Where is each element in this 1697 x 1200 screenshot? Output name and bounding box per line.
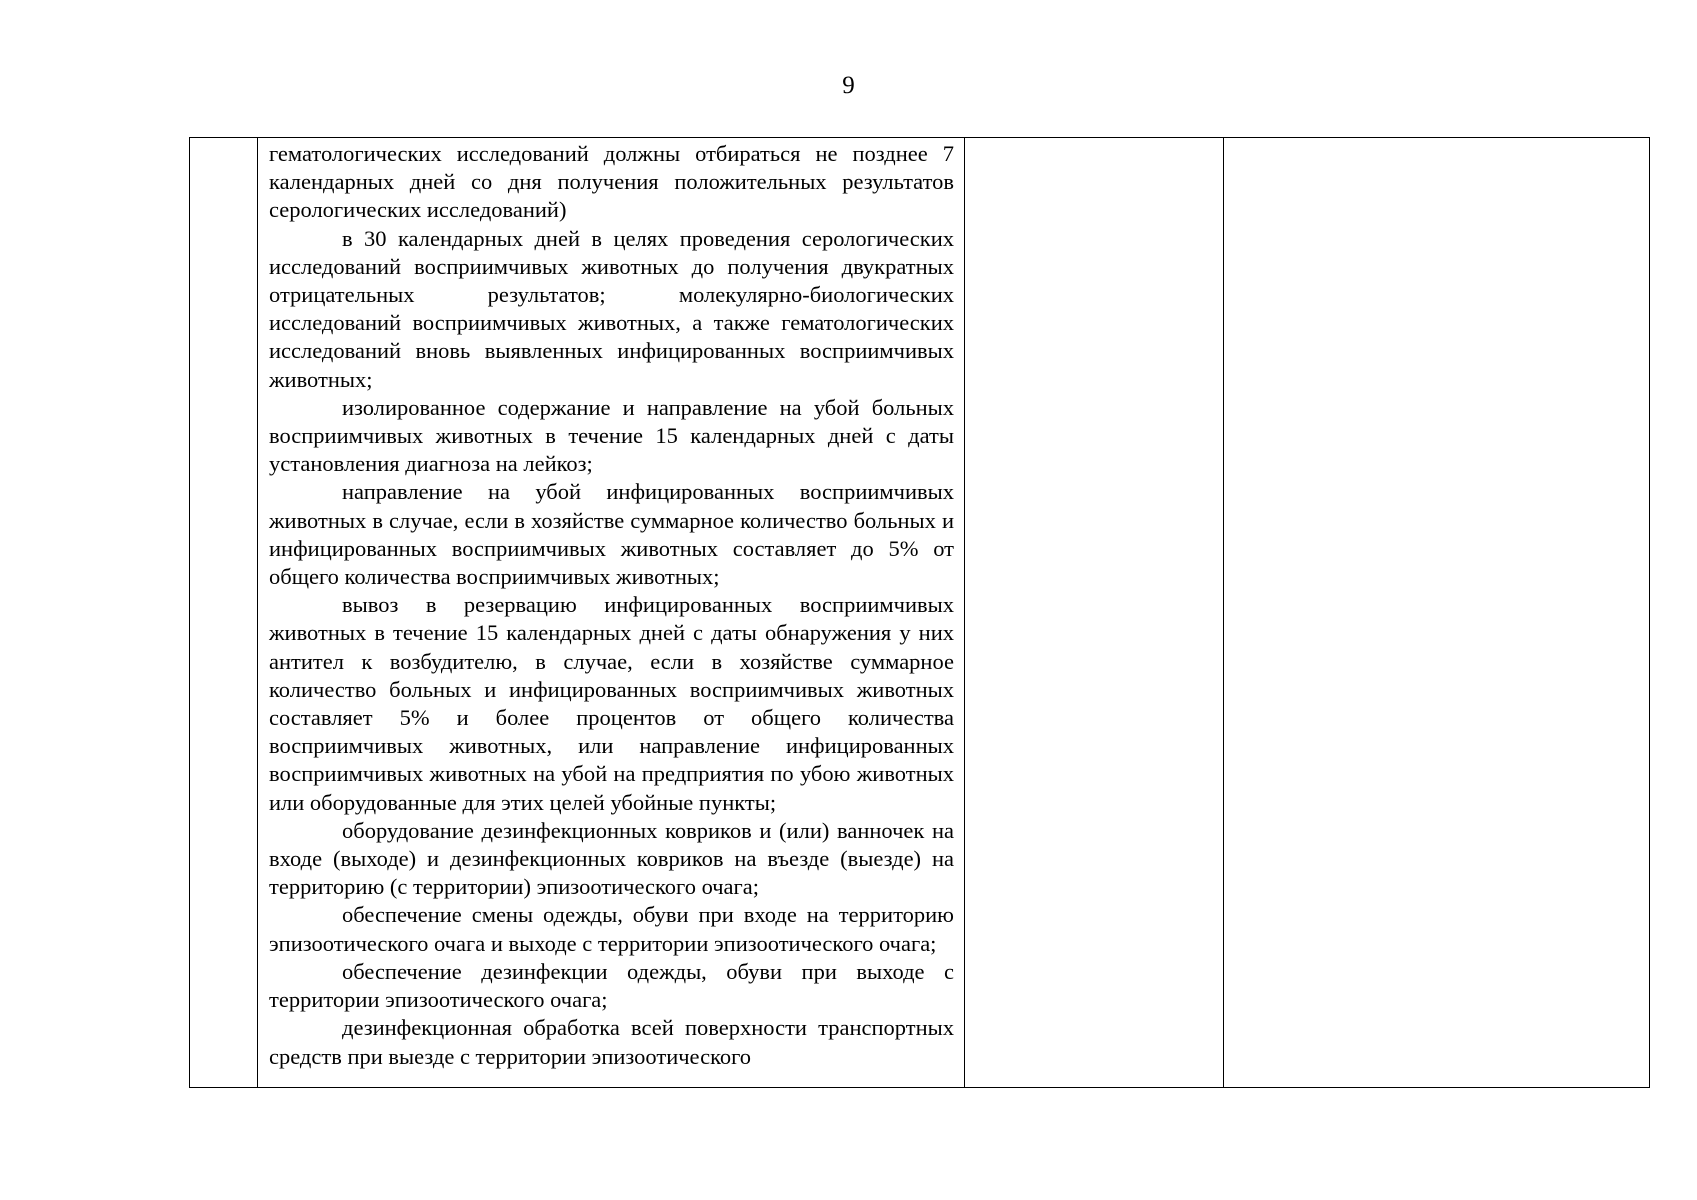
- measures-table: [189, 137, 1650, 1088]
- measure-paragraph: направление на убой инфицированных восприимчивых животных в случае, если в хозяйстве суммарное количество больных и инфицированных восприимчивых животных составляет до 5% от общего количества восприимчивых животных;: [269, 479, 954, 590]
- cell-empty-column-3: [965, 138, 1224, 1088]
- measures-text-block: [258, 138, 964, 1071]
- measure-paragraph: в 30 календарных дней в целях проведения серологических исследований восприимчивых животных до получения двукратных отрицательных результатов; молекулярно-биологических исследований восприимчивых животных, а также гематологических исследований вновь выявленных инфицированных восприимчивых животных;: [269, 225, 954, 392]
- measure-paragraph: дезинфекционная обработка всей поверхности транспортных средств при выезде с территории эпизоотического: [269, 1015, 954, 1069]
- cell-number-column: [190, 138, 258, 1088]
- measure-paragraph: оборудование дезинфекционных ковриков и (или) ванночек на входе (выходе) и дезинфекционных ковриков на въезде (выезде) на территорию (с территории) эпизоотического очага;: [269, 817, 954, 900]
- cell-empty-column-4: [1224, 138, 1650, 1088]
- cell-measures-text: [258, 138, 965, 1088]
- measure-paragraph: вывоз в резервацию инфицированных восприимчивых животных в течение 15 календарных дней с даты обнаружения у них антител к возбудителю, в случае, если в хозяйстве суммарное количество больных и инфицированных восприимчивых животных составляет 5% и более процентов от общего количества восприимчивых животных, или направление инфицированных восприимчивых животных на убой на предприятия по убою животных или оборудованные для этих целей убойные пункты;: [269, 592, 954, 815]
- measure-paragraph: гематологических исследований должны отбираться не позднее 7 календарных дней со дня получения положительных результатов серологических исследований): [269, 141, 954, 223]
- table-row: [190, 138, 1650, 1088]
- measure-paragraph: обеспечение дезинфекции одежды, обуви при выходе с территории эпизоотического очага;: [269, 958, 954, 1013]
- page-number: 9: [842, 72, 855, 99]
- measure-paragraph: изолированное содержание и направление на убой больных восприимчивых животных в течение 15 календарных дней с даты установления диагноза на лейкоз;: [269, 394, 954, 477]
- measure-paragraph: обеспечение смены одежды, обуви при входе на территорию эпизоотического очага и выходе с территории эпизоотического очага;: [269, 902, 954, 956]
